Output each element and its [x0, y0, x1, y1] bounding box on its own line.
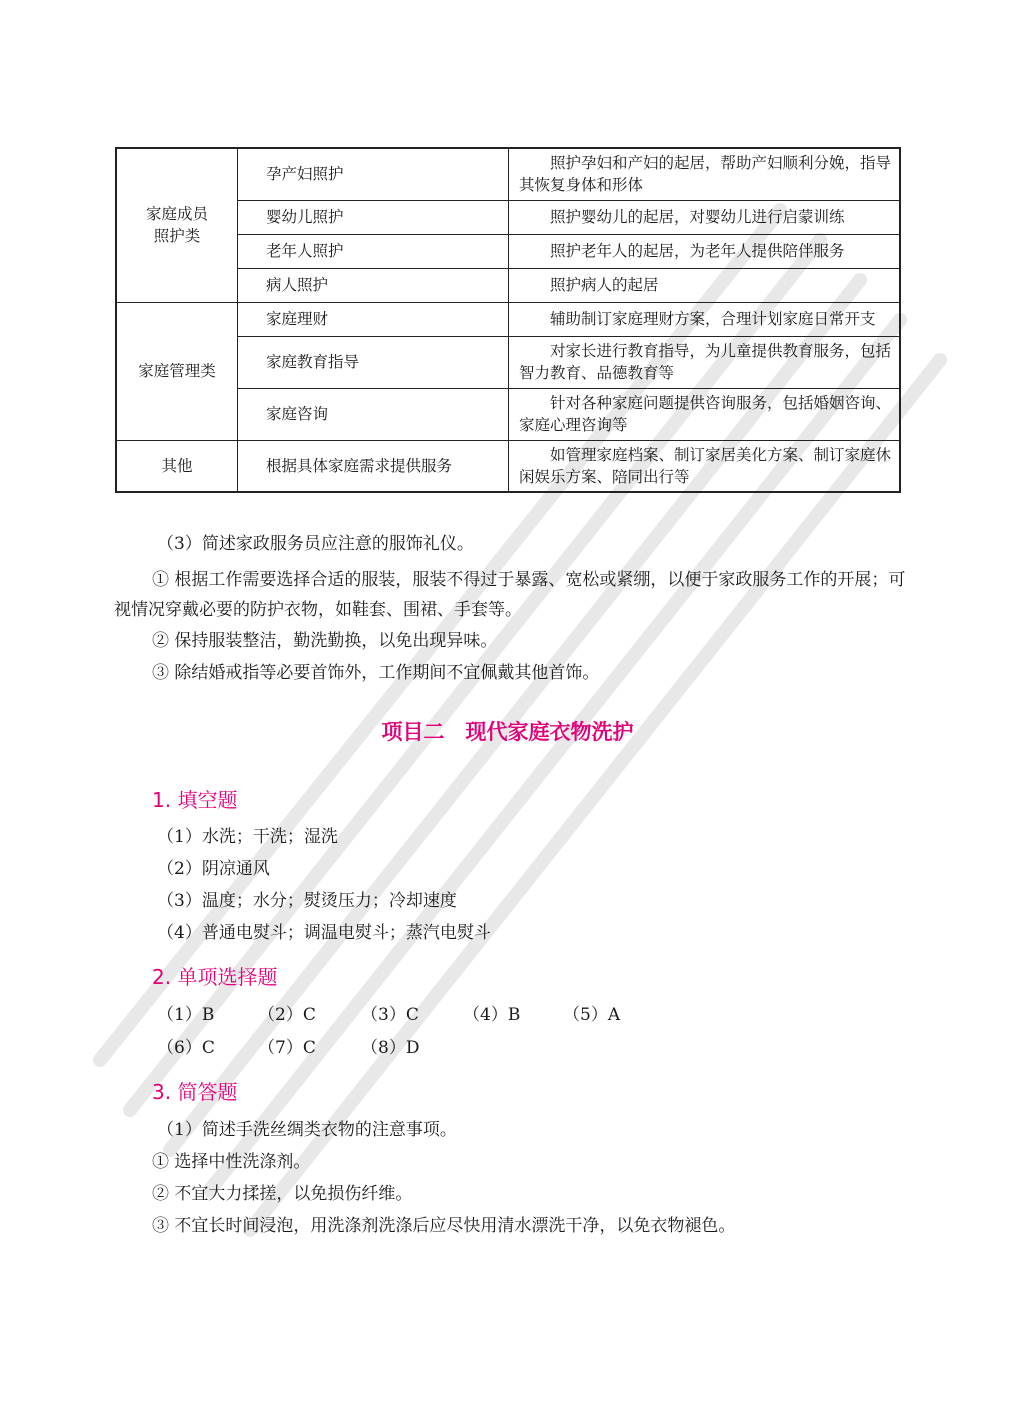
- service-desc-cell: 对家长进行教育指导，为儿童提供教育服务，包括智力教育、品德教育等: [509, 336, 901, 388]
- choice-answer: （1）B: [157, 1005, 215, 1025]
- answer-paragraph: ③ 除结婚戒指等必要首饰外，工作期间不宜佩戴其他首饰。: [152, 663, 600, 683]
- service-item-cell: 病人照护: [238, 268, 509, 302]
- service-category-table: [115, 147, 901, 493]
- answer-paragraph: ① 根据工作需要选择合适的服装，服装不得过于暴露、宽松或紧绷，以便于家政服务工作的开展；可视情况穿戴必要的防护衣物，如鞋套、围裙、手套等。: [114, 570, 906, 620]
- choice-answer: （3）C: [361, 1005, 419, 1025]
- service-desc-cell: 针对各种家庭问题提供咨询服务，包括婚姻咨询、家庭心理咨询等: [509, 388, 901, 440]
- service-item-cell: 孕产妇照护: [238, 148, 509, 200]
- service-item-cell: 根据具体家庭需求提供服务: [238, 440, 509, 492]
- choice-answer: （8）D: [361, 1038, 420, 1058]
- category-cell: 家庭成员 照护类: [116, 148, 238, 302]
- fill-answer: （4）普通电熨斗；调温电熨斗；蒸汽电熨斗: [157, 923, 491, 943]
- question-title: （1）简述手洗丝绸类衣物的注意事项。: [157, 1120, 457, 1140]
- choice-answer: （2）C: [258, 1005, 316, 1025]
- section-heading: 1. 填空题: [152, 788, 238, 812]
- service-item-cell: 老年人照护: [238, 234, 509, 268]
- service-desc-cell: 照护婴幼儿的起居，对婴幼儿进行启蒙训练: [509, 200, 901, 234]
- service-item-cell: 婴幼儿照护: [238, 200, 509, 234]
- choice-answer: （6）C: [157, 1038, 215, 1058]
- category-cell: 其他: [116, 440, 238, 492]
- choice-answer: （5）A: [563, 1005, 621, 1025]
- answer-paragraph: ② 保持服装整洁，勤洗勤换，以免出现异味。: [152, 631, 498, 651]
- section-heading: 2. 单项选择题: [152, 965, 278, 989]
- choice-answer: （7）C: [258, 1038, 316, 1058]
- fill-answer: （3）温度；水分；熨烫压力；冷却速度: [157, 891, 457, 911]
- service-desc-cell: 照护孕妇和产妇的起居，帮助产妇顺利分娩，指导其恢复身体和形体: [509, 148, 901, 200]
- fill-answer: （2）阴凉通风: [157, 859, 270, 879]
- short-answer: ① 选择中性洗涤剂。: [152, 1152, 311, 1172]
- service-item-cell: 家庭理财: [238, 302, 509, 336]
- service-desc-cell: 如管理家庭档案、制订家居美化方案、制订家庭休闲娱乐方案、陪同出行等: [509, 440, 901, 492]
- category-cell: 家庭管理类: [116, 302, 238, 440]
- choice-answer: （4）B: [463, 1005, 521, 1025]
- service-item-cell: 家庭咨询: [238, 388, 509, 440]
- project-title: 项目二 现代家庭衣物洗护: [381, 720, 634, 744]
- short-answer: ③ 不宜长时间浸泡，用洗涤剂洗涤后应尽快用清水漂洗干净，以免衣物褪色。: [152, 1216, 736, 1236]
- service-desc-cell: 辅助制订家庭理财方案，合理计划家庭日常开支: [509, 302, 901, 336]
- fill-answer: （1）水洗；干洗；湿洗: [157, 827, 338, 847]
- section-heading: 3. 简答题: [152, 1080, 238, 1104]
- service-item-cell: 家庭教育指导: [238, 336, 509, 388]
- service-desc-cell: 照护病人的起居: [509, 268, 901, 302]
- question-title: （3）简述家政服务员应注意的服饰礼仪。: [157, 534, 474, 554]
- short-answer: ② 不宜大力揉搓，以免损伤纤维。: [152, 1184, 413, 1204]
- service-desc-cell: 照护老年人的起居，为老年人提供陪伴服务: [509, 234, 901, 268]
